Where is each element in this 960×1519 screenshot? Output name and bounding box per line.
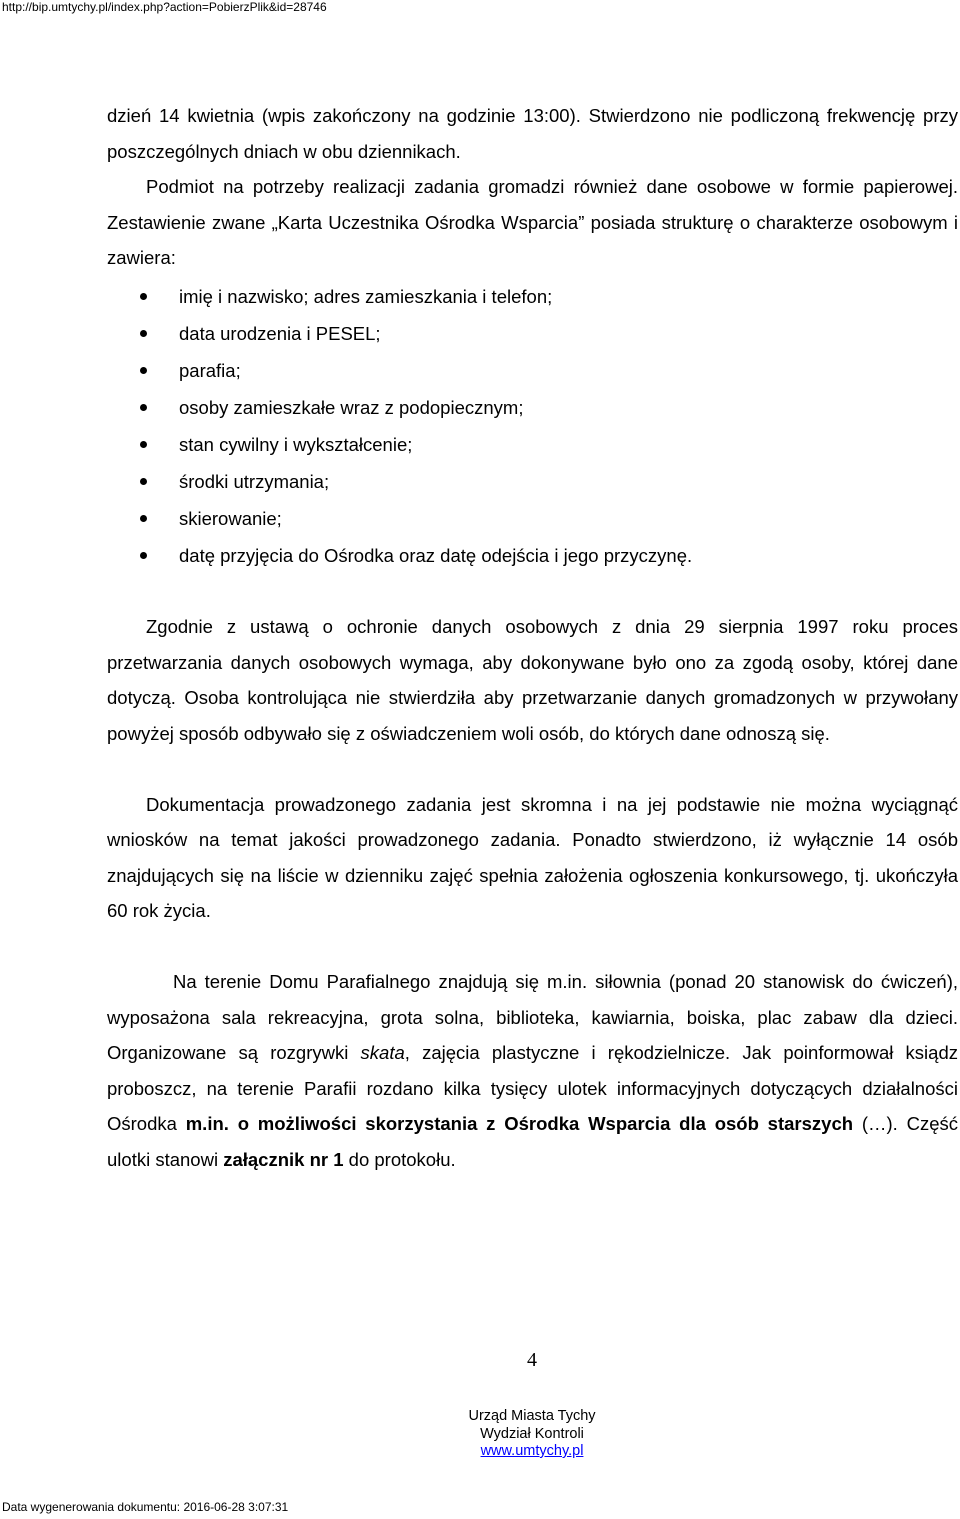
footer-office: Urząd Miasta Tychy (468, 1408, 596, 1424)
list-item: data urodzenia i PESEL; (107, 315, 958, 352)
list-item: datę przyjęcia do Ośrodka oraz datę odejścia i jego przyczynę. (107, 537, 958, 574)
footer-department: Wydział Kontroli (480, 1425, 584, 1442)
source-url: http://bip.umtychy.pl/index.php?action=PobierzPlik&id=28746 (2, 0, 327, 14)
spacer (107, 751, 958, 787)
bullet-icon (140, 367, 147, 374)
bullet-icon (140, 515, 147, 522)
list-item: imię i nazwisko; adres zamieszkania i telefon; (107, 278, 958, 315)
list-item: parafia; (107, 352, 958, 389)
list-item: stan cywilny i wykształcenie; (107, 426, 958, 463)
list-item: osoby zamieszkałe wraz z podopiecznym; (107, 389, 958, 426)
bullet-icon (140, 404, 147, 411)
paragraph-attendance: dzień 14 kwietnia (wpis zakończony na godzinie 13:00). Stwierdzono nie podliczoną frekwencję przy poszczególnych dniach w obu dziennikach. (107, 105, 958, 162)
paragraph-documentation: Dokumentacja prowadzonego zadania jest skromna i na jej podstawie nie można wyciągnąć wniosków na temat jakości prowadzonego zadania. Ponadto stwierdzono, iż wyłącznie 14 osób znajdujących się na liście w dzienniku zajęć spełnia założenia ogłoszenia konkursowego, tj. ukończyła 60 rok życia. (107, 793, 958, 921)
bullet-icon (140, 293, 147, 300)
list-item: środki utrzymania; (107, 463, 958, 500)
bullet-icon (140, 478, 147, 485)
page-number: 4 (527, 1349, 537, 1371)
personal-data-list (107, 276, 958, 574)
bullet-icon (140, 441, 147, 448)
document-body (107, 98, 958, 1177)
footer (0, 1408, 960, 1461)
list-item: skierowanie; (107, 500, 958, 537)
generation-date: Data wygenerowania dokumentu: 2016-06-28 3:07:31 (2, 1500, 289, 1514)
footer-website-link[interactable]: www.umtychy.pl (480, 1443, 584, 1459)
spacer (107, 929, 958, 965)
paragraph-facilities: Na terenie Domu Parafialnego znajdują się m.in. siłownia (ponad 20 stanowisk do ćwiczeń), wyposażona sala rekreacyjna, grota solna, biblioteka, kawiarnia, boiska, plac zabaw dla dzieci. Organizowane są rozgrywki skata, zajęcia plastyczne i rękodzielnicze. Jak poinformował ksiądz proboszcz, na terenie Parafii rozdano kilka tysięcy ulotek informacyjnych dotyczących działalności Ośrodka m.in. o możliwości skorzystania z Ośrodka Wsparcia dla osób starszych (…). Część ulotki stanowi załącznik nr 1 do protokołu. (107, 971, 959, 1170)
paragraph-data-protection: Zgodnie z ustawą o ochronie danych osobowych z dnia 29 sierpnia 1997 roku proces przetwarzania danych osobowych wymaga, aby dokonywane było ono za zgodą osoby, której dane dotyczą. Osoba kontrolująca nie stwierdziła aby przetwarzanie danych gromadzonych w przywołany powyżej sposób odbywało się z oświadczeniem woli osób, do których dane odnoszą się. (107, 616, 958, 744)
bullet-icon (140, 552, 147, 559)
spacer (107, 574, 958, 610)
bullet-icon (140, 330, 147, 337)
paragraph-personal-data: Podmiot na potrzeby realizacji zadania gromadzi również dane osobowe w formie papierowej. Zestawienie zwane „Karta Uczestnika Ośrodka Wsparcia” posiada strukturę o charakterze osobowym i zawiera: (107, 176, 958, 268)
